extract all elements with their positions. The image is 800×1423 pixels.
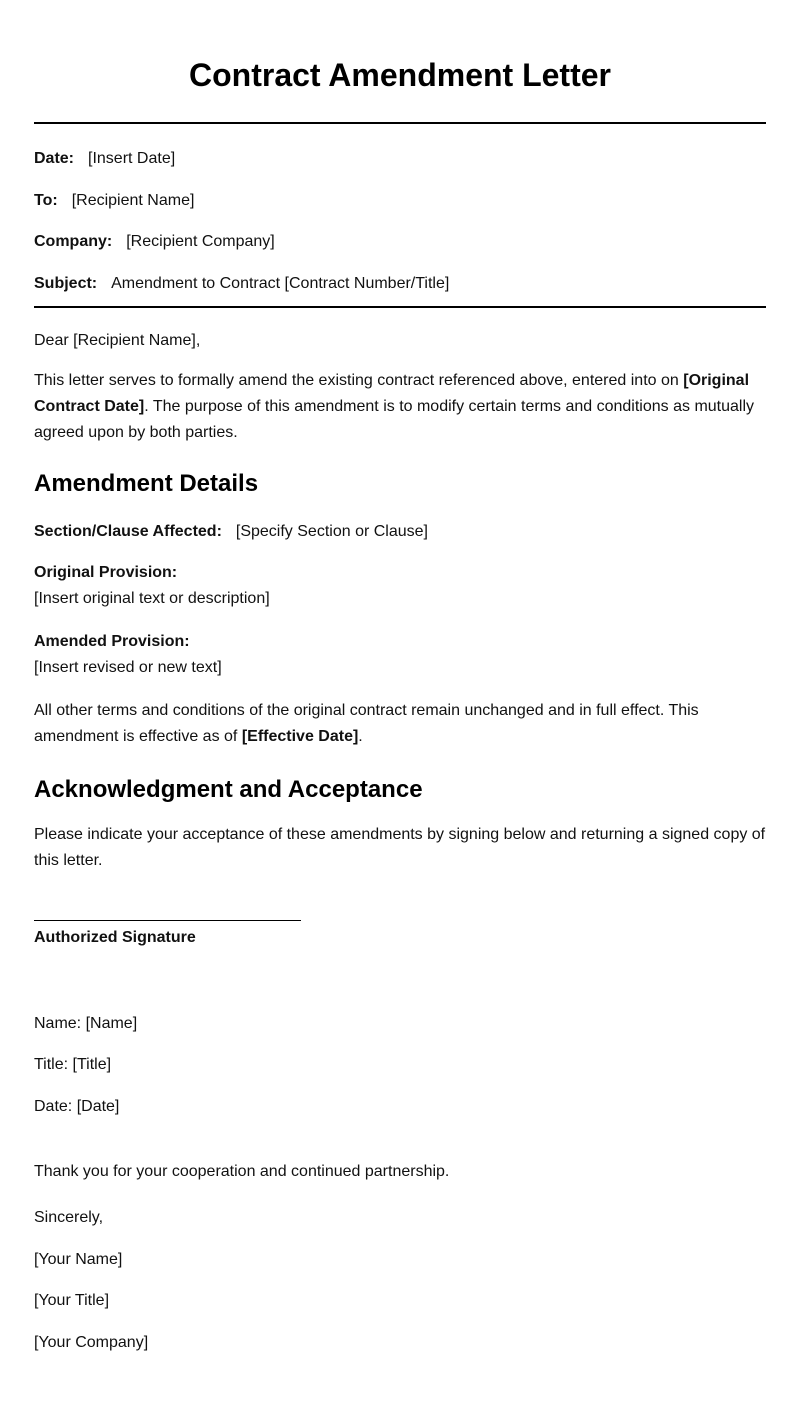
original-contract-date: [Original Contract Date] bbox=[34, 371, 750, 415]
amended-provision-label: Amended Provision: bbox=[34, 632, 190, 650]
acknowledgment-paragraph: Please indicate your acceptance of these amendments by signing below and returning a signed copy of this letter. bbox=[34, 826, 766, 870]
sign-off: Sincerely, bbox=[34, 1209, 104, 1227]
letter-meta bbox=[34, 138, 766, 304]
meta-company-row bbox=[34, 221, 766, 263]
amended-provision-value: [Insert revised or new text] bbox=[34, 659, 222, 677]
salutation: Dear [Recipient Name], bbox=[34, 332, 201, 350]
closing-text-end: . bbox=[358, 727, 363, 745]
document-title: Contract Amendment Letter bbox=[189, 57, 611, 93]
meta-date-label: Date: bbox=[34, 150, 75, 168]
thank-you-line: Thank you for your cooperation and continued partnership. bbox=[34, 1163, 450, 1181]
meta-subject-label: Subject: bbox=[34, 274, 98, 292]
amendment-details-heading: Amendment Details bbox=[34, 469, 259, 497]
amendment-closing-paragraph bbox=[34, 698, 766, 750]
meta-subject-row bbox=[34, 263, 766, 305]
original-provision-value: [Insert original text or description] bbox=[34, 590, 270, 608]
meta-date-value: [Insert Date] bbox=[88, 150, 176, 168]
intro-paragraph bbox=[34, 368, 766, 446]
header-divider bbox=[34, 122, 766, 124]
sender-name: [Your Name] bbox=[34, 1250, 123, 1268]
meta-date-row bbox=[34, 138, 766, 180]
intro-text-start: This letter serves to formally amend the existing contract referenced above, entered into on bbox=[34, 371, 684, 389]
signature-label: Authorized Signature bbox=[34, 929, 196, 947]
letter-page bbox=[34, 0, 766, 1355]
effective-date: [Effective Date] bbox=[241, 727, 359, 745]
closing-text-start: All other terms and conditions of the original contract remain unchanged and in full effect. This amendment is effective as of bbox=[34, 701, 699, 745]
meta-to-row bbox=[34, 180, 766, 222]
signature-line bbox=[34, 920, 301, 921]
signer-title-line: Title: [Title] bbox=[34, 1056, 112, 1074]
amended-provision bbox=[34, 629, 766, 682]
meta-divider bbox=[34, 306, 766, 308]
signer-date-line: Date: [Date] bbox=[34, 1097, 120, 1115]
section-clause-row bbox=[34, 519, 766, 545]
sender-company: [Your Company] bbox=[34, 1333, 149, 1351]
meta-to-value: [Recipient Name] bbox=[71, 191, 195, 209]
signer-name-line: Name: [Name] bbox=[34, 1014, 138, 1032]
section-clause-label: Section/Clause Affected: bbox=[34, 522, 222, 540]
meta-subject-value: Amendment to Contract [Contract Number/Title] bbox=[111, 274, 450, 292]
acknowledgment-heading: Acknowledgment and Acceptance bbox=[34, 776, 423, 804]
section-clause-value: [Specify Section or Clause] bbox=[235, 522, 428, 540]
sender-title: [Your Title] bbox=[34, 1292, 110, 1310]
intro-text-end: . The purpose of this amendment is to modify certain terms and conditions as mutually agreed upon by both parties. bbox=[34, 397, 755, 441]
original-provision bbox=[34, 560, 766, 613]
meta-company-value: [Recipient Company] bbox=[126, 233, 275, 251]
meta-company-label: Company: bbox=[34, 233, 113, 251]
original-provision-label: Original Provision: bbox=[34, 564, 178, 582]
meta-to-label: To: bbox=[34, 191, 58, 209]
